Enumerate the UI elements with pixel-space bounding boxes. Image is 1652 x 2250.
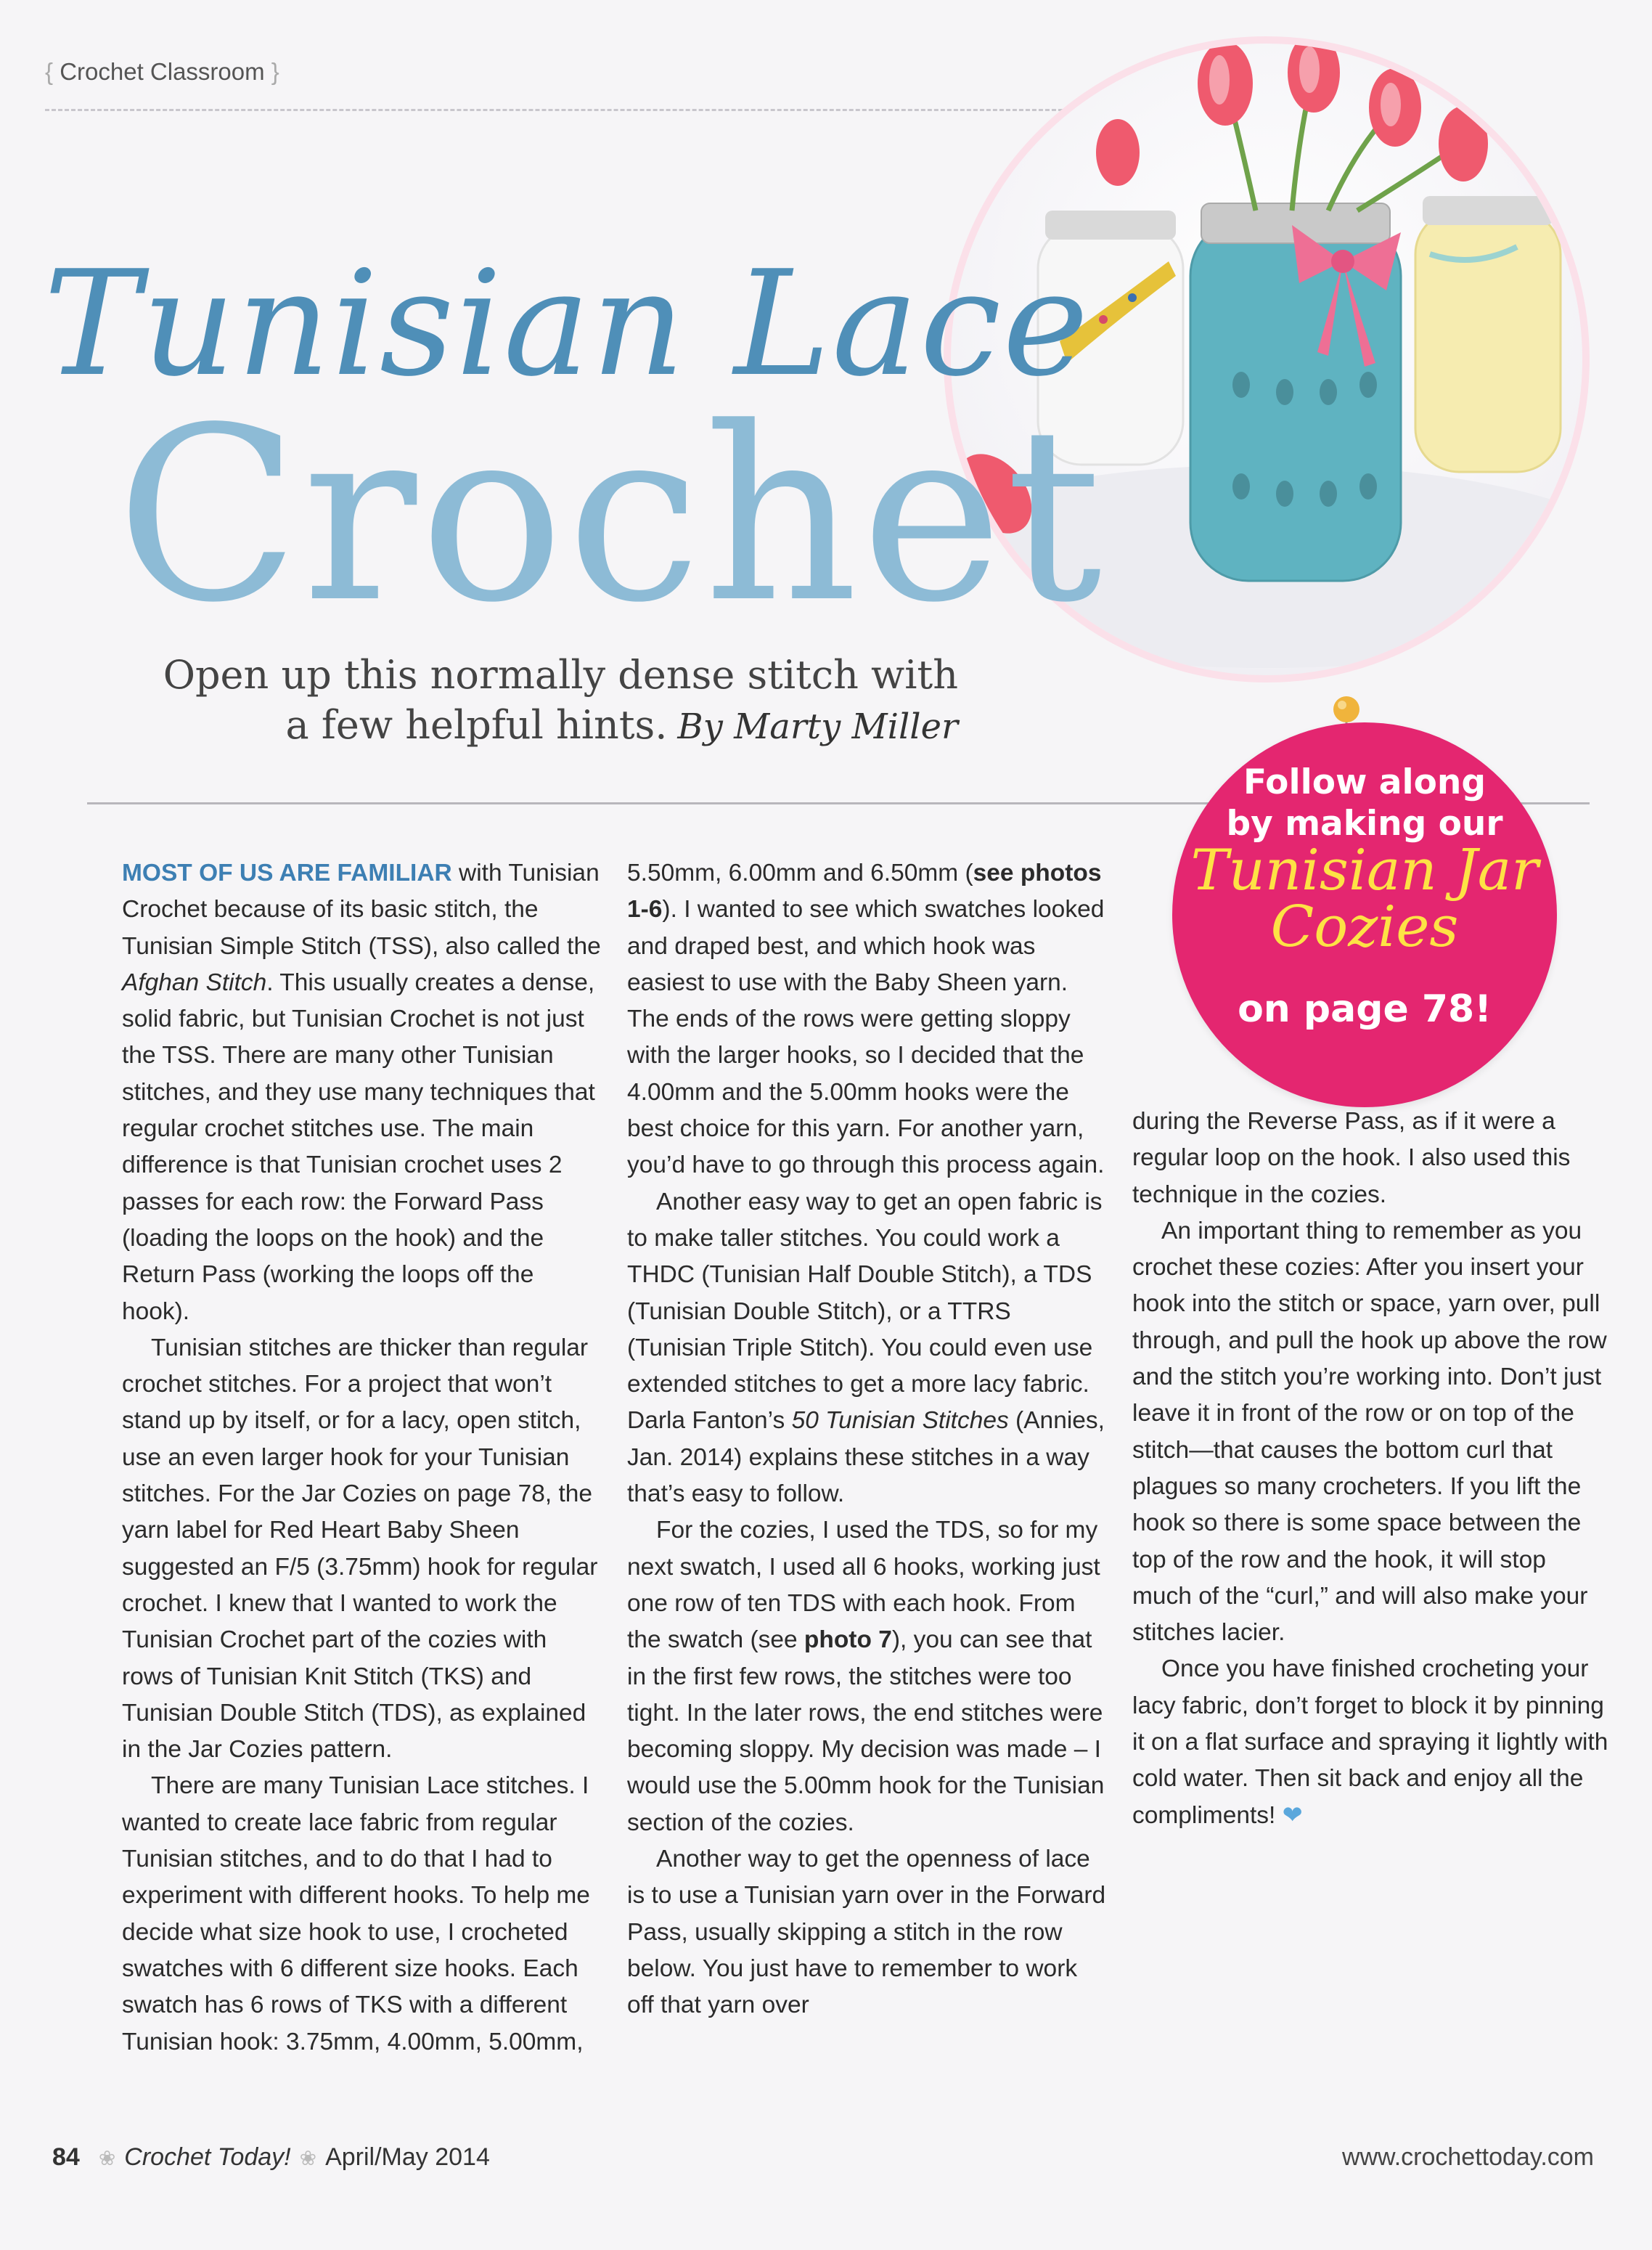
p1-text-a: with Tunisian Crochet because of its basic stitch, the Tunisian Simple Stitch (TSS), also called the [122,860,601,960]
cozies-callout[interactable] [1172,722,1557,1107]
body-column-1 [122,855,601,2061]
subtitle [116,650,958,750]
paragraph-9: An important thing to remember as you crochet these cozies: After you insert your hook into the stitch or space, yarn over, pull through, and pull the hook up above the row and the stitch you’re working into. Don’t just leave it in front of the row or on top of the stitch—that causes the bottom curl that plagues so many crocheters. If you lift the hook so there is some space between the top of the row and the hook, it will stop much of the “curl,” and will also make your stitches lacier. [1132,1217,1607,1647]
p6-text-b: ), you can see that in the first few rows, the stitches were too tight. In the later rows, the end stitches were becoming sloppy. My decision was made – I would use the 5.00mm hook for the Tunisian section of the cozies. [627,1626,1105,1836]
magazine-name: Crochet Today! [124,2143,291,2171]
paragraph-8: during the Reverse Pass, as if it were a regular loop on the hook. I also used this technique in the cozies. [1132,1108,1571,1208]
p5-book-title: 50 Tunisian Stitches [791,1407,1009,1435]
p10-text: Once you have finished crocheting your lacy fabric, don’t forget to block it by pinning it on a flat surface and spraying it lightly with cold water. Then sit back and enjoy all the compliments! [1132,1655,1608,1829]
callout-page-ref: on page 78! [1238,987,1492,1031]
p4-text-b: ). I wanted to see which swatches looked and draped best, and which hook was easiest to use with the Baby Sheen yarn. The ends of the rows were getting sloppy with the larger hooks, so I decided that the 4.00mm and the 5.00mm hooks were the best choice for this yarn. For another yarn, you’d have to go through this process again. [627,896,1105,1179]
p5-text-a: Another easy way to get an open fabric is to make taller stitches. You could work a THDC (Tunisian Half Double Stitch), a TDS (Tunisian Double Stitch), or a TTRS (Tunisian Triple Stitch). You could even use extended stitches to get a more lacy fabric. Darla Fanton’s [627,1188,1103,1435]
p1-emphasis: Afghan Stitch [122,969,267,996]
paragraph-6 [627,1512,1106,1841]
issue-date: April/May 2014 [325,2143,490,2171]
callout-script-line-1: Tunisian Jar [1190,838,1539,903]
flower-icon-2: ❀ [299,2147,317,2169]
p6-text-a: For the cozies, I used the TDS, so for my next swatch, I used all 6 hooks, working just one row of ten TDS with each hook. From the swatch (see [627,1517,1100,1654]
byline: By Marty Miller [677,706,958,748]
website-link[interactable]: www.crochettoday.com [1341,2143,1594,2171]
p4-text-a: 5.50mm, 6.00mm and 6.50mm ( [627,860,973,886]
subtitle-line-2-wrap [116,700,958,750]
footer-folio [52,2143,490,2172]
paragraph-2: Tunisian stitches are thicker than regular crochet stitches. For a project that won’t stand up by itself, or for a lacy, open stitch, use an even larger hook for your Tunisian stitches. For the Jar Cozies on page 78, the yarn label for Red Heart Baby Sheen suggested an F/5 (3.75mm) hook for regular crochet. I knew that I wanted to work the Tunisian Crochet part of the cozies with rows of Tunisian Knit Stitch (TKS) and Tunisian Double Stitch (TDS), as explained in the Jar Cozies pattern. [122,1334,598,1764]
callout-line-2: by making our [1226,804,1503,844]
body-column-2 [627,855,1106,2024]
callout-script-line-2: Cozies [1270,894,1459,960]
paragraph-1 [122,855,601,1330]
title-script: Tunisian Lace [44,240,1090,409]
lead-in: MOST OF US ARE FAMILIAR [122,860,452,886]
subtitle-line-2: a few helpful hints. [285,702,668,749]
close-brace: } [264,58,279,85]
open-brace: { [45,58,60,85]
p6-photo-ref: photo 7 [803,1626,892,1654]
section-tag [45,58,279,86]
subtitle-line-1: Open up this normally dense stitch with [163,652,958,698]
heart-icon: ❤ [1282,1801,1303,1829]
paragraph-10 [1132,1651,1611,1833]
body-column-3 [1132,1104,1611,1834]
flower-icon: ❀ [98,2147,116,2169]
title-main: Crochet [116,376,1105,655]
paragraph-5 [627,1184,1106,1513]
paragraph-3: There are many Tunisian Lace stitches. I wanted to create lace fabric from regular Tunisian stitches, and to do that I had to experiment with different hooks. To help me decide what size hook to use, I crocheted swatches with 6 different size hooks. Each swatch has 6 rows of TKS with a different Tunisian hook: 3.75mm, 4.00mm, 5.00mm, [122,1772,590,2055]
section-tag-label: Crochet Classroom [60,58,265,85]
p4-photo-ref: see photos 1-6 [627,860,1102,924]
p1-text-b: . This usually creates a dense, solid fabric, but Tunisian Crochet is not just the TSS. There are many other Tunisian stitches, and they use many techniques that regular crochet stitches use. The main difference is that Tunisian crochet uses 2 passes for each row: the Forward Pass (loading the loops on the hook) and the Return Pass (working the loops off the hook). [122,969,595,1325]
callout-script [1172,838,1557,960]
p5-text-b: (Annies, Jan. 2014) explains these stitches in a way that’s easy to follow. [627,1407,1105,1508]
paragraph-4 [627,855,1106,1184]
top-dashed-rule [45,109,1076,111]
paragraph-7: Another way to get the openness of lace is to use a Tunisian yarn over in the Forward Pass, usually skipping a stitch in the row below. You just have to remember to work off that yarn over [627,1846,1106,2019]
page-number: 84 [52,2143,80,2171]
callout-line-1: Follow along [1243,762,1486,802]
